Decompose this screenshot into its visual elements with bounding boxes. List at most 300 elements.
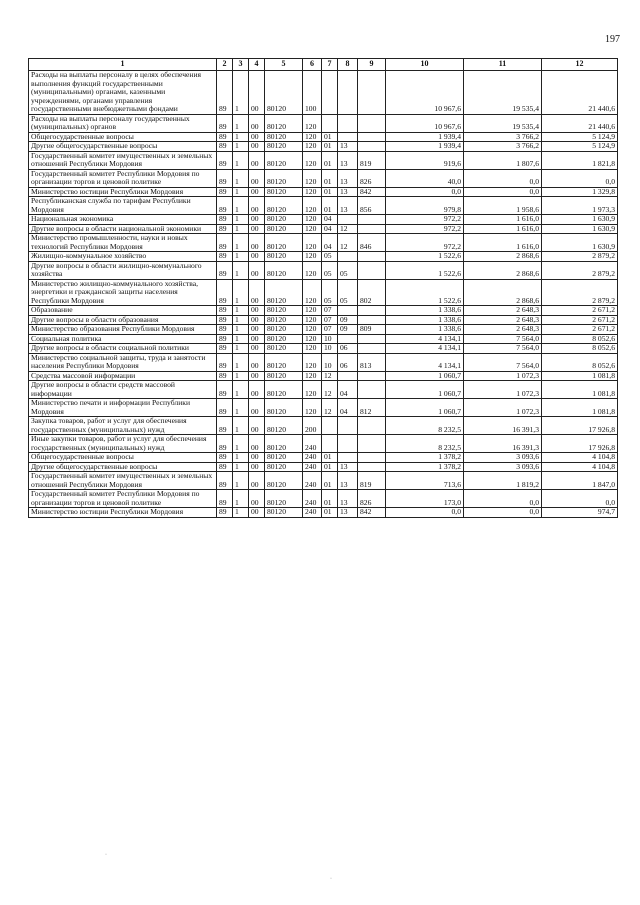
- code-cell-c3: 1: [233, 151, 249, 169]
- code-cell-c9: 826: [358, 490, 386, 508]
- code-cell-c5: 80120: [265, 215, 303, 225]
- code-cell-c4: 00: [249, 215, 265, 225]
- row-name-cell: Образование: [29, 306, 217, 316]
- code-cell-c4: 00: [249, 197, 265, 215]
- code-cell-c3: 1: [233, 71, 249, 115]
- table-row: [29, 453, 618, 463]
- amount-cell-c12: 1 630,9: [542, 215, 618, 225]
- code-cell-c7: 01: [322, 462, 338, 472]
- amount-cell-c10: 1 338,6: [386, 315, 464, 325]
- code-cell-c5: 80120: [265, 353, 303, 371]
- code-cell-c6: 120: [303, 142, 322, 152]
- amount-cell-c12: 1 081,8: [542, 399, 618, 417]
- amount-cell-c11: 1 072,3: [464, 399, 542, 417]
- amount-cell-c11: 3 766,2: [464, 132, 542, 142]
- code-cell-c9: [358, 142, 386, 152]
- code-cell-c8: [338, 215, 358, 225]
- column-header-1: 1: [29, 59, 217, 71]
- code-cell-c9: 809: [358, 325, 386, 335]
- table-row: [29, 151, 618, 169]
- code-cell-c8: 05: [338, 261, 358, 279]
- row-name-cell: Министерство социальной защиты, труда и занятости населения Республики Мордовия: [29, 353, 217, 371]
- row-name-cell: Другие вопросы в области образования: [29, 315, 217, 325]
- code-cell-c8: 13: [338, 151, 358, 169]
- code-cell-c3: 1: [233, 371, 249, 381]
- amount-cell-c12: 1 329,8: [542, 187, 618, 197]
- code-cell-c3: 1: [233, 169, 249, 187]
- table-row: [29, 353, 618, 371]
- row-name-cell: Социальная политика: [29, 334, 217, 344]
- code-cell-c5: 80120: [265, 435, 303, 453]
- amount-cell-c12: 1 847,0: [542, 472, 618, 490]
- table-row: [29, 325, 618, 335]
- code-cell-c8: [338, 252, 358, 262]
- amount-cell-c12: 21 440,6: [542, 71, 618, 115]
- code-cell-c4: 00: [249, 371, 265, 381]
- code-cell-c9: [358, 435, 386, 453]
- code-cell-c3: 1: [233, 508, 249, 518]
- amount-cell-c12: 2 671,2: [542, 315, 618, 325]
- code-cell-c5: 80120: [265, 132, 303, 142]
- table-row: [29, 279, 618, 306]
- amount-cell-c12: 5 124,9: [542, 142, 618, 152]
- code-cell-c5: 80120: [265, 371, 303, 381]
- code-cell-c7: 01: [322, 508, 338, 518]
- row-name-cell: Иные закупки товаров, работ и услуг для обеспечения государственных (муниципальных) нужд: [29, 435, 217, 453]
- code-cell-c4: 00: [249, 353, 265, 371]
- code-cell-c8: [338, 453, 358, 463]
- amount-cell-c12: 1 821,8: [542, 151, 618, 169]
- code-cell-c7: 01: [322, 490, 338, 508]
- code-cell-c7: 10: [322, 334, 338, 344]
- amount-cell-c10: 0,0: [386, 187, 464, 197]
- amount-cell-c11: 19 535,4: [464, 114, 542, 132]
- code-cell-c2: 89: [217, 215, 233, 225]
- table-row: [29, 381, 618, 399]
- code-cell-c6: 120: [303, 197, 322, 215]
- code-cell-c7: 01: [322, 151, 338, 169]
- amount-cell-c10: 1 939,4: [386, 142, 464, 152]
- code-cell-c9: 846: [358, 234, 386, 252]
- code-cell-c4: 00: [249, 279, 265, 306]
- code-cell-c2: 89: [217, 334, 233, 344]
- code-cell-c9: [358, 215, 386, 225]
- amount-cell-c11: 1 616,0: [464, 215, 542, 225]
- table-row: [29, 417, 618, 435]
- code-cell-c8: 13: [338, 462, 358, 472]
- row-name-cell: Расходы на выплаты персоналу государственных (муниципальных) органов: [29, 114, 217, 132]
- amount-cell-c11: 3 093,6: [464, 453, 542, 463]
- row-name-cell: Другие вопросы в области жилищно-коммунального хозяйства: [29, 261, 217, 279]
- code-cell-c2: 89: [217, 344, 233, 354]
- code-cell-c2: 89: [217, 325, 233, 335]
- code-cell-c3: 1: [233, 453, 249, 463]
- table-row: [29, 215, 618, 225]
- amount-cell-c11: 2 648,3: [464, 306, 542, 316]
- code-cell-c4: 00: [249, 472, 265, 490]
- row-name-cell: Министерство печати и информации Республики Мордовия: [29, 399, 217, 417]
- amount-cell-c12: 1 081,8: [542, 381, 618, 399]
- code-cell-c7: 12: [322, 371, 338, 381]
- code-cell-c4: 00: [249, 462, 265, 472]
- code-cell-c3: 1: [233, 334, 249, 344]
- code-cell-c5: 80120: [265, 508, 303, 518]
- code-cell-c9: [358, 261, 386, 279]
- code-cell-c6: 240: [303, 435, 322, 453]
- row-name-cell: Общегосударственные вопросы: [29, 132, 217, 142]
- amount-cell-c10: 1 338,6: [386, 306, 464, 316]
- code-cell-c2: 89: [217, 508, 233, 518]
- code-cell-c6: 100: [303, 71, 322, 115]
- row-name-cell: Закупка товаров, работ и услуг для обеспечения государственных (муниципальных) нужд: [29, 417, 217, 435]
- column-header-4: 4: [249, 59, 265, 71]
- code-cell-c6: 120: [303, 399, 322, 417]
- code-cell-c9: [358, 71, 386, 115]
- budget-table: [28, 58, 618, 518]
- amount-cell-c12: 1 630,9: [542, 234, 618, 252]
- row-name-cell: Жилищно-коммунальное хозяйство: [29, 252, 217, 262]
- amount-cell-c10: 713,6: [386, 472, 464, 490]
- table-row: [29, 142, 618, 152]
- code-cell-c2: 89: [217, 315, 233, 325]
- amount-cell-c11: 1 072,3: [464, 371, 542, 381]
- column-header-6: 6: [303, 59, 322, 71]
- code-cell-c6: 120: [303, 279, 322, 306]
- amount-cell-c10: 4 134,1: [386, 344, 464, 354]
- amount-cell-c10: 1 939,4: [386, 132, 464, 142]
- code-cell-c6: 200: [303, 417, 322, 435]
- code-cell-c6: 120: [303, 261, 322, 279]
- amount-cell-c11: 0,0: [464, 169, 542, 187]
- table-row: [29, 169, 618, 187]
- code-cell-c8: 12: [338, 224, 358, 234]
- code-cell-c7: 12: [322, 381, 338, 399]
- code-cell-c3: 1: [233, 417, 249, 435]
- code-cell-c5: 80120: [265, 306, 303, 316]
- code-cell-c7: 04: [322, 224, 338, 234]
- row-name-cell: Другие вопросы в области средств массовой информации: [29, 381, 217, 399]
- code-cell-c4: 00: [249, 435, 265, 453]
- code-cell-c6: 120: [303, 325, 322, 335]
- code-cell-c4: 00: [249, 132, 265, 142]
- page-number: 197: [605, 34, 620, 45]
- table-row: [29, 472, 618, 490]
- code-cell-c9: [358, 252, 386, 262]
- code-cell-c3: 1: [233, 279, 249, 306]
- amount-cell-c10: 10 967,6: [386, 114, 464, 132]
- code-cell-c3: 1: [233, 252, 249, 262]
- code-cell-c6: 120: [303, 381, 322, 399]
- code-cell-c2: 89: [217, 224, 233, 234]
- code-cell-c9: [358, 344, 386, 354]
- column-header-7: 7: [322, 59, 338, 71]
- code-cell-c5: 80120: [265, 315, 303, 325]
- code-cell-c7: 01: [322, 132, 338, 142]
- row-name-cell: Другие общегосударственные вопросы: [29, 142, 217, 152]
- code-cell-c3: 1: [233, 472, 249, 490]
- code-cell-c4: 00: [249, 187, 265, 197]
- row-name-cell: Министерство юстиции Республики Мордовия: [29, 508, 217, 518]
- amount-cell-c12: 2 671,2: [542, 325, 618, 335]
- row-name-cell: Государственный комитет имущественных и земельных отношений Республики Мордовия: [29, 151, 217, 169]
- code-cell-c7: 01: [322, 142, 338, 152]
- row-name-cell: Государственный комитет Республики Мордовия по организации торгов и ценовой политике: [29, 169, 217, 187]
- code-cell-c9: [358, 417, 386, 435]
- code-cell-c8: [338, 71, 358, 115]
- code-cell-c5: 80120: [265, 224, 303, 234]
- code-cell-c8: 13: [338, 490, 358, 508]
- code-cell-c5: 80120: [265, 344, 303, 354]
- amount-cell-c10: 173,0: [386, 490, 464, 508]
- code-cell-c9: 813: [358, 353, 386, 371]
- code-cell-c3: 1: [233, 142, 249, 152]
- column-header-2: 2: [217, 59, 233, 71]
- row-name-cell: Министерство промышленности, науки и новых технологий Республики Мордовия: [29, 234, 217, 252]
- code-cell-c3: 1: [233, 215, 249, 225]
- code-cell-c5: 80120: [265, 453, 303, 463]
- code-cell-c8: 04: [338, 381, 358, 399]
- row-name-cell: Расходы на выплаты персоналу в целях обеспечения выполнения функций государственными (муниципальными) органами, казенными учреждениями, органами управления государственными внебюджетными фондами: [29, 71, 217, 115]
- amount-cell-c10: 10 967,6: [386, 71, 464, 115]
- code-cell-c4: 00: [249, 224, 265, 234]
- amount-cell-c11: 3 093,6: [464, 462, 542, 472]
- code-cell-c2: 89: [217, 234, 233, 252]
- code-cell-c2: 89: [217, 462, 233, 472]
- code-cell-c2: 89: [217, 114, 233, 132]
- table-row: [29, 261, 618, 279]
- amount-cell-c12: 4 104,8: [542, 462, 618, 472]
- amount-cell-c10: 1 378,2: [386, 453, 464, 463]
- code-cell-c4: 00: [249, 325, 265, 335]
- code-cell-c5: 80120: [265, 197, 303, 215]
- code-cell-c6: 120: [303, 215, 322, 225]
- code-cell-c7: 07: [322, 325, 338, 335]
- amount-cell-c12: 4 104,8: [542, 453, 618, 463]
- code-cell-c2: 89: [217, 472, 233, 490]
- table-body: [29, 71, 618, 518]
- code-cell-c9: 812: [358, 399, 386, 417]
- code-cell-c7: [322, 435, 338, 453]
- code-cell-c5: 80120: [265, 334, 303, 344]
- code-cell-c7: 12: [322, 399, 338, 417]
- code-cell-c7: 05: [322, 252, 338, 262]
- amount-cell-c11: 0,0: [464, 508, 542, 518]
- code-cell-c9: [358, 371, 386, 381]
- row-name-cell: Национальная экономика: [29, 215, 217, 225]
- amount-cell-c10: 1 338,6: [386, 325, 464, 335]
- code-cell-c7: 10: [322, 344, 338, 354]
- code-cell-c8: 06: [338, 353, 358, 371]
- column-header-10: 10: [386, 59, 464, 71]
- code-cell-c4: 00: [249, 417, 265, 435]
- amount-cell-c12: 5 124,9: [542, 132, 618, 142]
- amount-cell-c11: 1 807,6: [464, 151, 542, 169]
- code-cell-c8: 13: [338, 169, 358, 187]
- code-cell-c5: 80120: [265, 114, 303, 132]
- code-cell-c6: 120: [303, 169, 322, 187]
- code-cell-c7: 01: [322, 472, 338, 490]
- amount-cell-c11: 16 391,3: [464, 435, 542, 453]
- code-cell-c9: [358, 334, 386, 344]
- code-cell-c9: 802: [358, 279, 386, 306]
- code-cell-c3: 1: [233, 435, 249, 453]
- row-name-cell: Министерство жилищно-коммунального хозяйства, энергетики и гражданской защиты населения Республики Мордовия: [29, 279, 217, 306]
- column-header-12: 12: [542, 59, 618, 71]
- amount-cell-c11: 0,0: [464, 490, 542, 508]
- code-cell-c2: 89: [217, 197, 233, 215]
- code-cell-c3: 1: [233, 344, 249, 354]
- code-cell-c5: 80120: [265, 417, 303, 435]
- amount-cell-c12: 1 630,9: [542, 224, 618, 234]
- code-cell-c9: 842: [358, 187, 386, 197]
- row-name-cell: Другие вопросы в области социальной политики: [29, 344, 217, 354]
- code-cell-c9: [358, 453, 386, 463]
- code-cell-c8: [338, 371, 358, 381]
- amount-cell-c11: 0,0: [464, 187, 542, 197]
- amount-cell-c11: 2 868,6: [464, 261, 542, 279]
- code-cell-c6: 120: [303, 234, 322, 252]
- code-cell-c4: 00: [249, 334, 265, 344]
- code-cell-c5: 80120: [265, 71, 303, 115]
- amount-cell-c11: 7 564,0: [464, 334, 542, 344]
- code-cell-c6: 120: [303, 344, 322, 354]
- code-cell-c6: 120: [303, 306, 322, 316]
- table-row: [29, 344, 618, 354]
- code-cell-c7: 07: [322, 315, 338, 325]
- code-cell-c2: 89: [217, 169, 233, 187]
- code-cell-c5: 80120: [265, 462, 303, 472]
- code-cell-c7: [322, 417, 338, 435]
- code-cell-c9: [358, 114, 386, 132]
- amount-cell-c12: 2 671,2: [542, 306, 618, 316]
- table-row: [29, 435, 618, 453]
- code-cell-c3: 1: [233, 224, 249, 234]
- code-cell-c5: 80120: [265, 187, 303, 197]
- table-row: [29, 490, 618, 508]
- amount-cell-c11: 1 819,2: [464, 472, 542, 490]
- code-cell-c5: 80120: [265, 261, 303, 279]
- code-cell-c5: 80120: [265, 279, 303, 306]
- code-cell-c3: 1: [233, 325, 249, 335]
- amount-cell-c12: 2 879,2: [542, 261, 618, 279]
- table-row: [29, 234, 618, 252]
- amount-cell-c12: 17 926,8: [542, 417, 618, 435]
- amount-cell-c11: 1 616,0: [464, 234, 542, 252]
- table-row: [29, 114, 618, 132]
- code-cell-c8: [338, 417, 358, 435]
- scan-speck: ·: [105, 852, 107, 858]
- amount-cell-c10: 1 522,6: [386, 261, 464, 279]
- table-row: [29, 252, 618, 262]
- code-cell-c8: 05: [338, 279, 358, 306]
- amount-cell-c10: 0,0: [386, 508, 464, 518]
- amount-cell-c10: 1 378,2: [386, 462, 464, 472]
- code-cell-c4: 00: [249, 399, 265, 417]
- code-cell-c6: 120: [303, 371, 322, 381]
- code-cell-c7: 01: [322, 169, 338, 187]
- code-cell-c4: 00: [249, 344, 265, 354]
- code-cell-c3: 1: [233, 315, 249, 325]
- table-row: [29, 306, 618, 316]
- amount-cell-c10: 8 232,5: [386, 435, 464, 453]
- code-cell-c8: [338, 435, 358, 453]
- code-cell-c3: 1: [233, 353, 249, 371]
- amount-cell-c12: 974,7: [542, 508, 618, 518]
- code-cell-c4: 00: [249, 453, 265, 463]
- code-cell-c2: 89: [217, 261, 233, 279]
- code-cell-c3: 1: [233, 187, 249, 197]
- amount-cell-c10: 972,2: [386, 215, 464, 225]
- code-cell-c2: 89: [217, 187, 233, 197]
- code-cell-c8: 09: [338, 325, 358, 335]
- code-cell-c3: 1: [233, 306, 249, 316]
- code-cell-c2: 89: [217, 453, 233, 463]
- amount-cell-c10: 4 134,1: [386, 334, 464, 344]
- code-cell-c5: 80120: [265, 399, 303, 417]
- code-cell-c3: 1: [233, 399, 249, 417]
- column-header-9: 9: [358, 59, 386, 71]
- code-cell-c2: 89: [217, 381, 233, 399]
- amount-cell-c11: 19 535,4: [464, 71, 542, 115]
- table-header-row: [29, 59, 618, 71]
- code-cell-c3: 1: [233, 114, 249, 132]
- amount-cell-c11: 1 072,3: [464, 381, 542, 399]
- code-cell-c7: 04: [322, 215, 338, 225]
- code-cell-c7: 01: [322, 197, 338, 215]
- amount-cell-c11: 16 391,3: [464, 417, 542, 435]
- amount-cell-c10: 8 232,5: [386, 417, 464, 435]
- amount-cell-c11: 7 564,0: [464, 353, 542, 371]
- amount-cell-c10: 40,0: [386, 169, 464, 187]
- code-cell-c2: 89: [217, 353, 233, 371]
- code-cell-c6: 120: [303, 151, 322, 169]
- amount-cell-c12: 2 879,2: [542, 279, 618, 306]
- table-row: [29, 71, 618, 115]
- code-cell-c8: 04: [338, 399, 358, 417]
- column-header-8: 8: [338, 59, 358, 71]
- code-cell-c7: 07: [322, 306, 338, 316]
- code-cell-c8: 13: [338, 142, 358, 152]
- code-cell-c6: 240: [303, 453, 322, 463]
- code-cell-c9: [358, 381, 386, 399]
- code-cell-c6: 240: [303, 490, 322, 508]
- code-cell-c7: 04: [322, 234, 338, 252]
- code-cell-c8: 12: [338, 234, 358, 252]
- code-cell-c3: 1: [233, 462, 249, 472]
- code-cell-c4: 00: [249, 252, 265, 262]
- code-cell-c8: 13: [338, 187, 358, 197]
- table-row: [29, 399, 618, 417]
- row-name-cell: Другие общегосударственные вопросы: [29, 462, 217, 472]
- amount-cell-c11: 2 648,3: [464, 325, 542, 335]
- row-name-cell: Министерство юстиции Республики Мордовия: [29, 187, 217, 197]
- code-cell-c2: 89: [217, 371, 233, 381]
- code-cell-c4: 00: [249, 508, 265, 518]
- row-name-cell: Общегосударственные вопросы: [29, 453, 217, 463]
- amount-cell-c10: 1 060,7: [386, 381, 464, 399]
- code-cell-c7: 05: [322, 279, 338, 306]
- code-cell-c2: 89: [217, 417, 233, 435]
- amount-cell-c10: 1 522,6: [386, 279, 464, 306]
- amount-cell-c11: 2 868,6: [464, 252, 542, 262]
- row-name-cell: Республиканская служба по тарифам Республики Мордовия: [29, 197, 217, 215]
- code-cell-c3: 1: [233, 197, 249, 215]
- code-cell-c5: 80120: [265, 472, 303, 490]
- row-name-cell: Государственный комитет Республики Мордовия по организации торгов и ценовой политике: [29, 490, 217, 508]
- code-cell-c6: 120: [303, 315, 322, 325]
- amount-cell-c12: 1 973,3: [542, 197, 618, 215]
- code-cell-c2: 89: [217, 151, 233, 169]
